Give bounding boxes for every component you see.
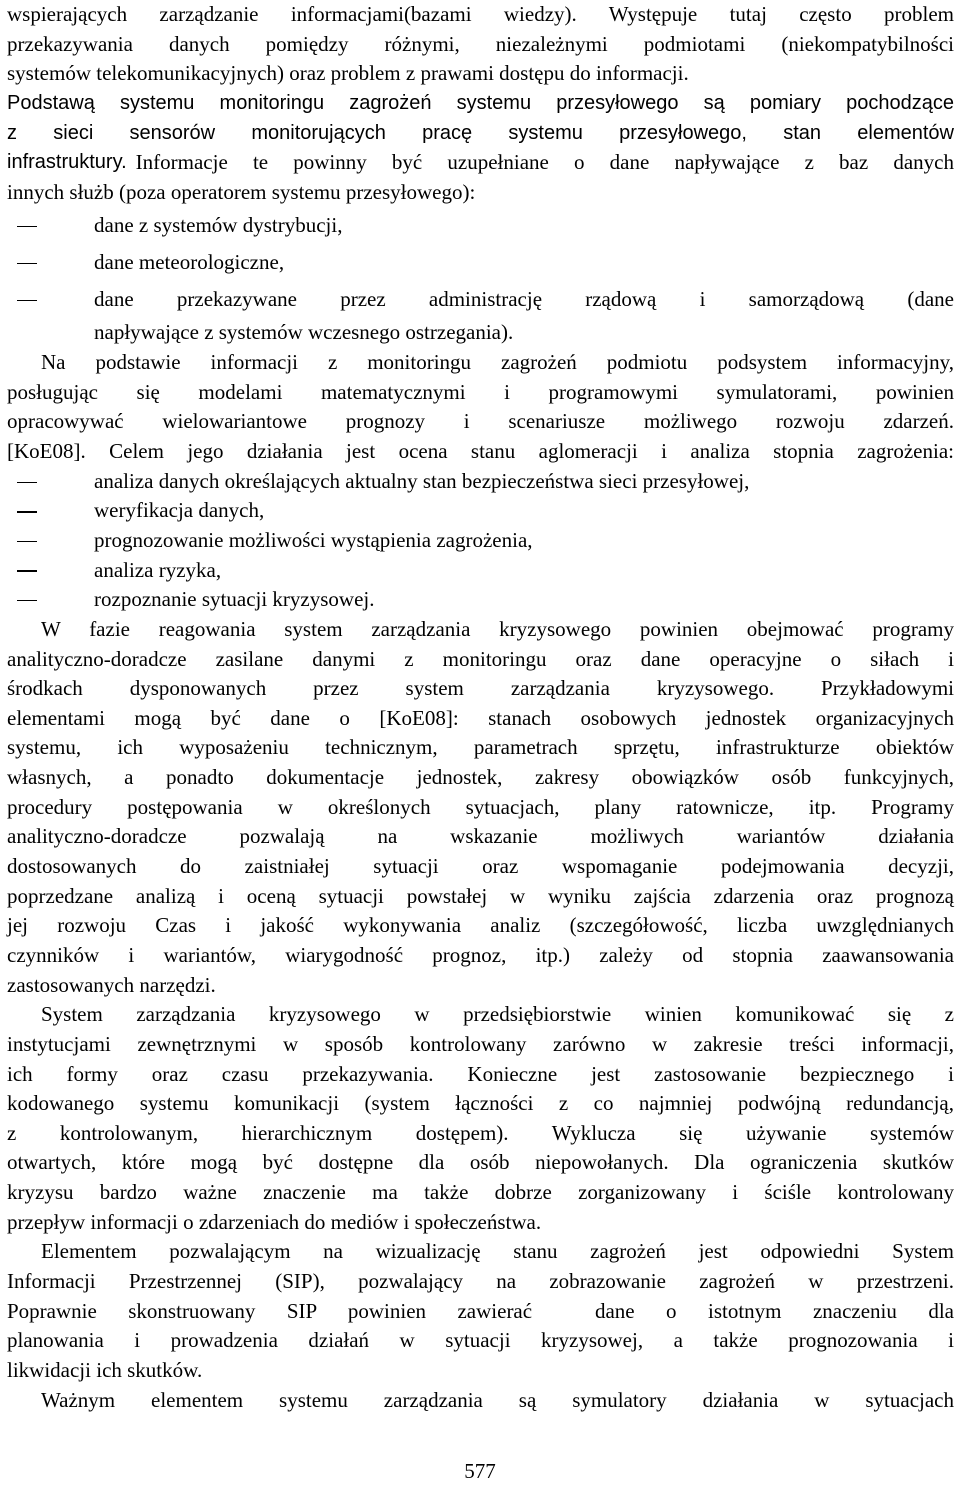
text-line: analityczno-doradcze pozwalają na wskazanie możliwych wariantów działania [7, 824, 954, 849]
text-line: Na podstawie informacji z monitoringu zagrożeń podmiotu podsystem informacyjny, [41, 350, 954, 375]
dash-icon [17, 511, 37, 512]
list-item [7, 496, 954, 526]
dash-icon [17, 263, 37, 264]
text-line: z kontrolowanym, hierarchicznym dostępem). Wyklucza się używanie systemów [7, 1120, 954, 1145]
text-line: innych służb (poza operatorem systemu przesyłowego): [7, 179, 476, 204]
list-item-text: analiza danych określających aktualny stan bezpieczeństwa sieci przesyłowej, [94, 468, 750, 493]
text-line: poprzedzane analizą i oceną sytuacji powstałej w wyniku zajścia zdarzenia oraz prognozą [7, 883, 954, 908]
list-item [7, 585, 954, 615]
text-line: kryzysu bardzo ważne znaczenie ma także dobrze zorganizowany i ściśle kontrolowany [7, 1180, 954, 1205]
list-item-text: weryfikacja danych, [94, 498, 265, 523]
text-line: z sieci sensorów monitorujących pracę systemu przesyłowego, stan elementów [7, 121, 954, 144]
text-line: własnych, a ponadto dokumentacje jednostek, zakresy obowiązków osób funkcyjnych, [7, 765, 954, 790]
list-item-text: dane z systemów dystrybucji, [94, 213, 343, 238]
list-item-text: rozpoznanie sytuacji kryzysowej. [94, 587, 375, 612]
text-line: analityczno-doradcze zasilane danymi z monitoringu oraz dane operacyjne o siłach i [7, 646, 954, 671]
text-fragment: infrastruktury. [7, 151, 127, 174]
text-line: instytucjami zewnętrznymi w sposób kontrolowany zarówno w zakresie treści informacji, [7, 1031, 954, 1056]
text-line: Podstawą systemu monitoringu zagrożeń systemu przesyłowego są pomiary pochodzące [7, 91, 954, 114]
text-line: systemów telekomunikacyjnych) oraz problem z prawami dostępu do informacji. [7, 61, 689, 86]
list-item-text: analiza ryzyka, [94, 557, 222, 582]
list-item [7, 244, 954, 281]
text-line: Elementem pozwalającym na wizualizację stanu zagrożeń jest odpowiedni System [41, 1239, 954, 1264]
text-line: wspierających zarządzanie informacjami(bazami wiedzy). Występuje tutaj często problem [7, 2, 954, 26]
text-line: System zarządzania kryzysowego w przedsiębiorstwie winien komunikować się z [41, 1002, 954, 1027]
text-line: dostosowanych do zaistniałej sytuacji oraz wspomaganie podejmowania decyzji, [7, 854, 954, 879]
dash-icon [17, 570, 37, 571]
dash-icon [17, 300, 37, 301]
text-line: jej rozwoju Czas i jakość wykonywania analiz (szczegółowość, liczba uwzględnianych [7, 913, 954, 938]
text-line: Informacji Przestrzennej (SIP), pozwalający na zobrazowanie zagrożeń w przestrzeni. [7, 1268, 954, 1293]
text-line [7, 148, 954, 178]
page-number: 577 [464, 1459, 496, 1483]
dash-icon [17, 226, 37, 227]
dash-icon [17, 482, 37, 483]
text-line: przepływ informacji o zdarzeniach do mediów i społeczeństwa. [7, 1209, 542, 1234]
text-line: przekazywania danych pomiędzy różnymi, niezależnymi podmiotami (niekompatybilności [7, 31, 954, 56]
text-line: opracowywać wielowariantowe prognozy i scenariusze możliwego rozwoju zdarzeń. [7, 409, 954, 434]
dash-icon [17, 541, 37, 542]
list-item-continuation: napływające z systemów wczesnego ostrzegania). [94, 320, 514, 345]
text-line: procedury postępowania w określonych sytuacjach, plany ratownicze, itp. Programy [7, 794, 954, 819]
text-line: systemu, ich wyposażeniu technicznym, parametrach sprzętu, infrastrukturze obiektów [7, 735, 954, 760]
text-line: W fazie reagowania system zarządzania kryzysowego powinien obejmować programy [41, 616, 954, 641]
text-line: środkach dysponowanych przez system zarządzania kryzysowego. Przykładowymi [7, 676, 954, 701]
list-item-text: dane meteorologiczne, [94, 250, 285, 275]
list-item [7, 526, 954, 556]
text-line: Ważnym elementem systemu zarządzania są symulatory działania w sytuacjach [41, 1387, 954, 1412]
list-item [7, 207, 954, 244]
list-item [7, 467, 954, 497]
list-item-text: prognozowanie możliwości wystąpienia zagrożenia, [94, 527, 533, 552]
text-line: otwartych, które mogą być dostępne dla osób niepowołanych. Dla ograniczenia skutków [7, 1150, 954, 1175]
list-item [7, 281, 954, 318]
text-line: elementami mogą być dane o [KoE08]: stanach osobowych jednostek organizacyjnych [7, 705, 954, 730]
text-line: kodowanego systemu komunikacji (system łączności z co najmniej podwójną redundancją, [7, 1091, 954, 1116]
text-line: likwidacji ich skutków. [7, 1357, 203, 1382]
list-item-text: dane przekazywane przez administrację rządową i samorządową (dane [94, 287, 954, 312]
text-line: ich formy oraz czasu przekazywania. Konieczne jest zastosowanie bezpiecznego i [7, 1061, 954, 1086]
text-line: planowania i prowadzenia działań w sytuacji kryzysowej, a także prognozowania i [7, 1328, 954, 1353]
text-line: Poprawnie skonstruowany SIP powinien zawierać dane o istotnym znaczeniu dla [7, 1298, 954, 1323]
text-line: czynników i wariantów, wiarygodność prognoz, itp.) zależy od stopnia zaawansowania [7, 942, 954, 967]
list-item [7, 556, 954, 586]
text-line: posługując się modelami matematycznymi i programowymi symulatorami, powinien [7, 379, 954, 404]
document-page [7, 0, 954, 1415]
text-fragment: Informacje te powinny być uzupełniane o dane napływające z baz danych [135, 150, 954, 175]
text-line: [KoE08]. Celem jego działania jest ocena stanu aglomeracji i analiza stopnia zagrożenia: [7, 439, 954, 464]
text-line: zastosowanych narzędzi. [7, 972, 216, 997]
dash-icon [17, 600, 37, 601]
